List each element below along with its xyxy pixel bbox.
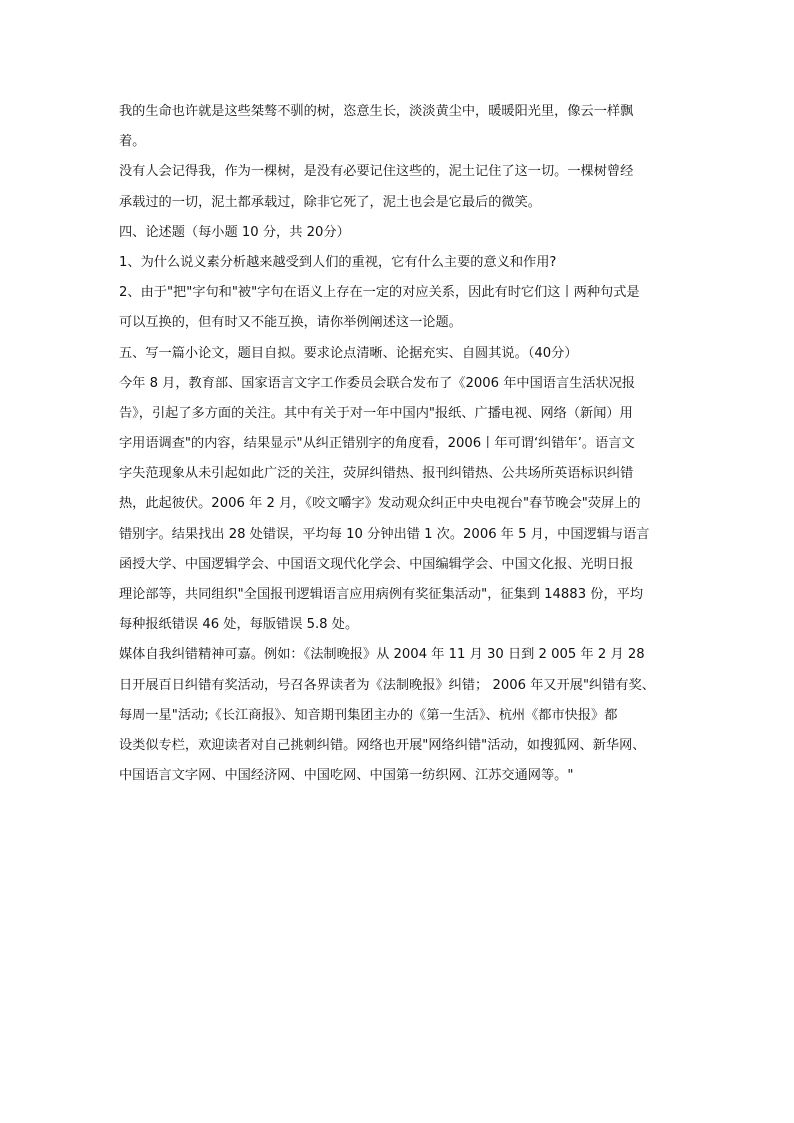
text-line: 我的生命也许就是这些桀骜不驯的树，恣意生长，淡淡黄尘中，暖暖阳光里，像云一样飘: [119, 104, 634, 119]
text-line: 可以互换的，但有时又不能互换，请你举例阐述这一论题。: [119, 315, 462, 331]
question-1: 1、为什么说义素分析越来越受到人们的重视，它有什么主要的意义和作用?: [119, 254, 557, 270]
text-line: 热，此起彼伏。2006 年 2 月，《咬文嚼字》发动观众纠正中央电视台"春节晚会"荧屏上的: [119, 496, 641, 512]
text-line: 每种报纸错误 46 处，每版错误 5.8 处。: [119, 617, 359, 633]
text-line: 媒体自我纠错精神可嘉。例如：《法制晚报》从 2004 年 11 月 30 日到 2 005 年 2 月 28: [119, 647, 645, 663]
text-line: 承载过的一切，泥土都承载过，除非它死了，泥土也会是它最后的微笑。: [119, 194, 541, 210]
text-line: 着。: [119, 134, 146, 150]
text-line: 字用语调查"的内容，结果显示"从纠正错别字的角度看，2006丨年可谓‘纠错年’。语言文: [119, 436, 635, 452]
text-line: 每周一星"活动;《长江商报》、知音期刊集团主办的《第一生活》、杭州《都市快报》都: [119, 707, 618, 723]
question-2: 2、由于"把"字句和"被"字句在语义上存在一定的对应关系，因此有时它们这丨两种句式是: [119, 285, 640, 301]
text-line: 中国语言文字网、中国经济网、中国吃网、中国第一纺织网、江苏交通网等。": [119, 768, 574, 784]
text-line: 字失范现象从未引起如此广泛的关注，荧屏纠错热、报刊纠错热、公共场所英语标识纠错: [119, 466, 634, 482]
text-line: 今年 8 月，教育部、国家语言文字工作委员会联合发布了《2006 年中国语言生活状况报: [119, 375, 636, 391]
text-line: 函授大学、中国逻辑学会、中国语文现代化学会、中国编辑学会、中国文化报、光明日报: [119, 556, 634, 572]
text-line: 错别字。结果找出 28 处错误，平均每 10 分钟出错 1 次。2006 年 5 月，中国逻辑与语言: [119, 526, 650, 542]
text-line: 理论部等，共同组织"全国报刊逻辑语言应用病例有奖征集活动"，征集到 14883 份，平均: [119, 587, 644, 602]
document-body: [119, 97, 679, 791]
section-heading-essay-writing: 五、写一篇小论文，题目自拟。要求论点清晰、论据充实、自圆其说。（40分）: [119, 345, 578, 361]
text-line: 设类似专栏，欢迎读者对自己挑刺纠错。网络也开展"网络纠错"活动，如搜狐网、新华网、: [119, 737, 646, 753]
section-heading-essay-questions: 四、论述题（每小题 10 分，共 20分）: [119, 224, 350, 240]
text-line: 告》，引起了多方面的关注。其中有关于对一年中国内"报纸、广播电视、网络（新闻）用: [119, 405, 633, 421]
text-line: 没有人会记得我，作为一棵树，是没有必要记住这些的，泥土记住了这一切。一棵树曾经: [119, 164, 634, 180]
text-line: 日开展百日纠错有奖活动，号召各界读者为《法制晚报》纠错； 2006 年又开展"纠错有奖、: [119, 677, 655, 693]
